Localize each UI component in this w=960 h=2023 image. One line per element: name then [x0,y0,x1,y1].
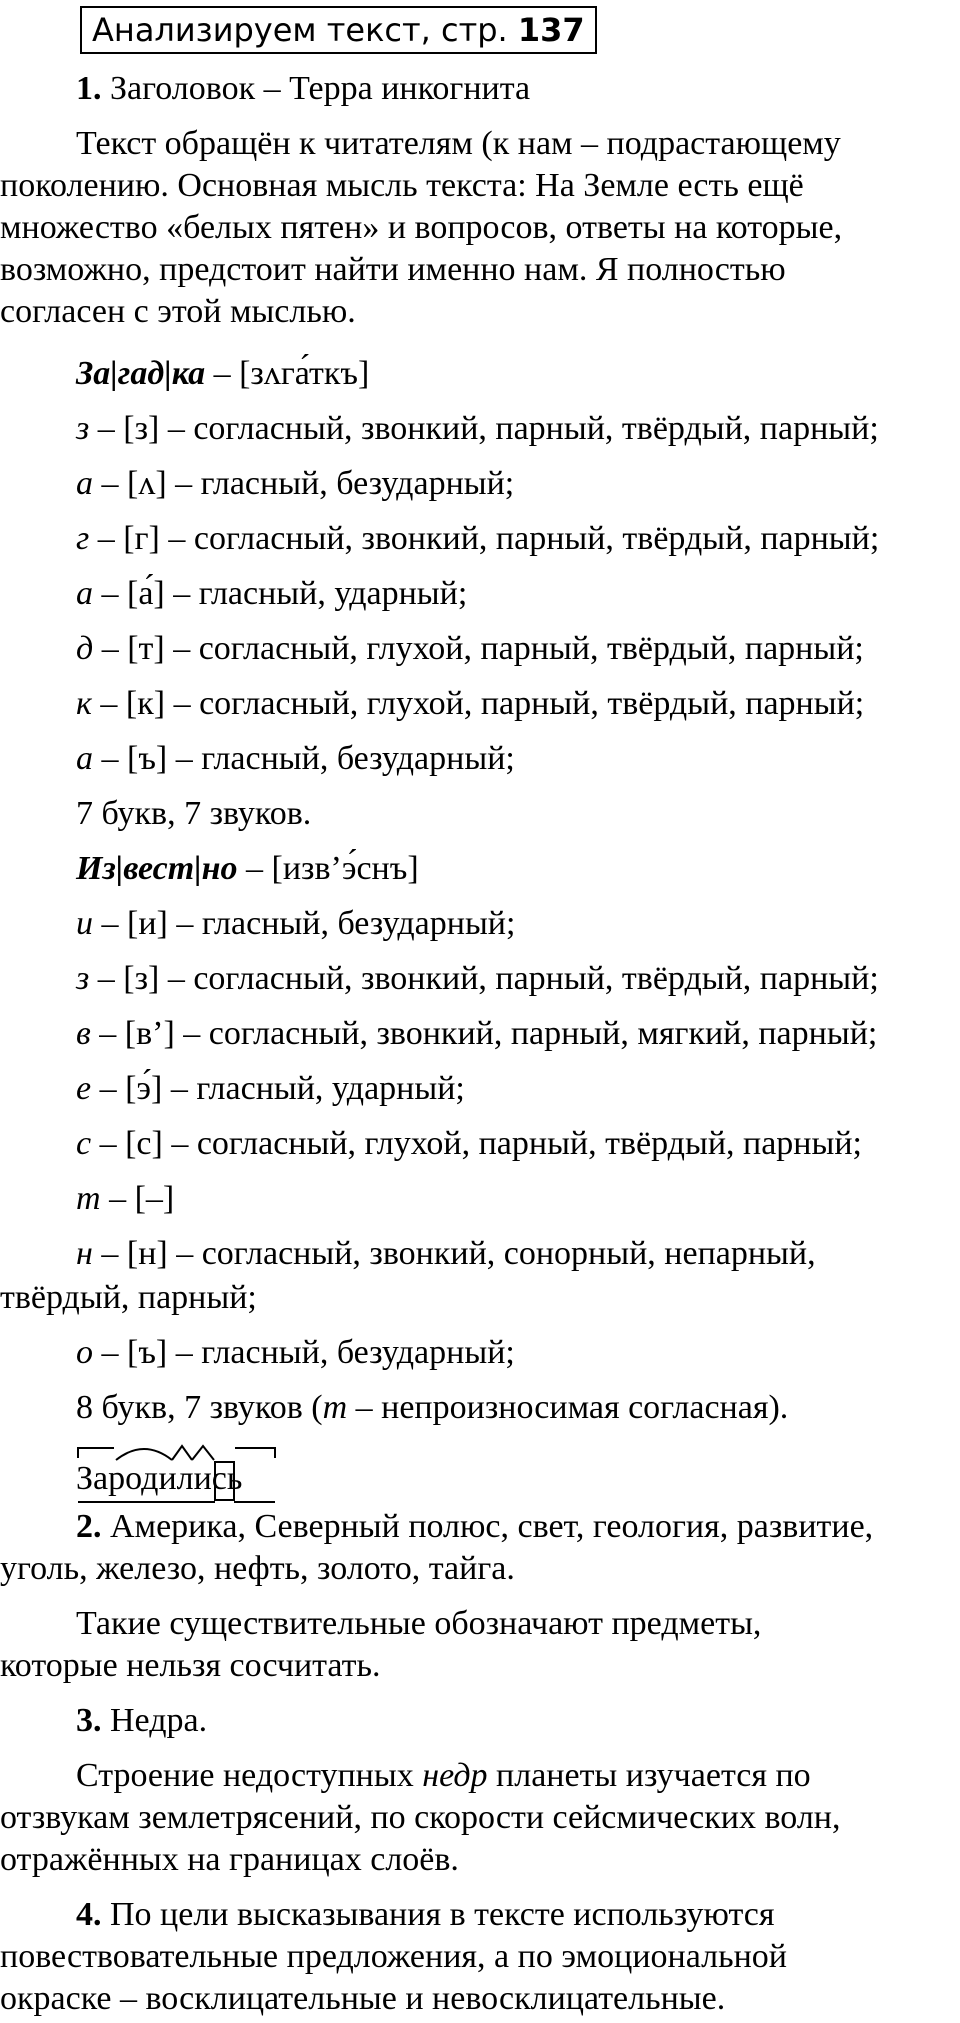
word1-heading: За|гад|ка – [зʌга́ткъ] [76,355,370,392]
morphemic-parse [76,1442,276,1512]
word2-letter-row: н – [н] – согласный, звонкий, сонорный, непарный, [76,1235,816,1272]
section2-note: Такие существительные обозначают предметы, [76,1605,762,1642]
word1-count: 7 букв, 7 звуков. [76,795,312,832]
morph-word: Зародились [76,1460,243,1497]
word2-letter-row: и – [и] – гласный, безударный; [76,905,516,942]
word1-letter-row: з – [з] – согласный, звонкий, парный, твёрдый, парный; [76,410,879,447]
section3-line: отражённых на границах слоёв. [0,1841,459,1878]
word2-letter-row: о – [ъ] – гласный, безударный; [76,1334,515,1371]
word2-letter-row-cont: твёрдый, парный; [0,1279,257,1316]
word2-heading: Из|вест|но – [изв’э́снъ] [76,850,419,887]
word1-letter-row: а – [а́] – гласный, ударный; [76,575,468,612]
section1-heading: 1. Заголовок – Терра инкогнита [76,70,531,107]
word1-letter-row: к – [к] – согласный, глухой, парный, твёрдый, парный; [76,685,865,722]
section4-line: окраске – восклицательные и невосклицательные. [0,1980,726,2017]
word1-letter-row: а – [ъ] – гласный, безударный; [76,740,515,777]
morpheme-marks [76,1442,276,1512]
word2-letter-row: с – [с] – согласный, глухой, парный, твёрдый, парный; [76,1125,862,1162]
section1-para-line: возможно, предстоит найти именно нам. Я полностью [0,251,786,288]
title-text: Анализируем текст, стр. [92,11,518,49]
section1-para-line: множество «белых пятен» и вопросов, ответы на которые, [0,209,843,246]
section2-line: 2. Америка, Северный полюс, свет, геология, развитие, [76,1508,874,1545]
section1-para-line: Текст обращён к читателям (к нам – подрастающему [76,125,841,162]
title-page-number: 137 [517,11,585,49]
section3-line: отзвукам землетрясений, по скорости сейсмических волн, [0,1799,841,1836]
word1-letter-row: а – [ʌ] – гласный, безударный; [76,465,515,502]
section1-para-line: поколению. Основная мысль текста: На Земле есть ещё [0,167,804,204]
word1-letter-row: г – [г] – согласный, звонкий, парный, твёрдый, парный; [76,520,880,557]
section2-line: уголь, железо, нефть, золото, тайга. [0,1550,515,1587]
section2-note: которые нельзя сосчитать. [0,1647,381,1684]
section1-para-line: согласен с этой мыслью. [0,293,356,330]
word2-letter-row: е – [э́] – гласный, ударный; [76,1070,465,1107]
page-title [80,6,597,54]
section4-line: повествовательные предложения, а по эмоциональной [0,1938,787,1975]
word2-letter-row: з – [з] – согласный, звонкий, парный, твёрдый, парный; [76,960,879,997]
section3-heading: 3. Недра. [76,1702,208,1739]
word2-letter-row: в – [в’] – согласный, звонкий, парный, мягкий, парный; [76,1015,878,1052]
word2-count: 8 букв, 7 звуков (т – непроизносимая согласная). [76,1389,789,1426]
word1-letter-row: д – [т] – согласный, глухой, парный, твёрдый, парный; [76,630,864,667]
section3-line: Строение недоступных недр планеты изучается по [76,1757,811,1794]
section4-line: 4. По цели высказывания в тексте используются [76,1896,775,1933]
word2-letter-row: т – [–] [76,1180,175,1217]
